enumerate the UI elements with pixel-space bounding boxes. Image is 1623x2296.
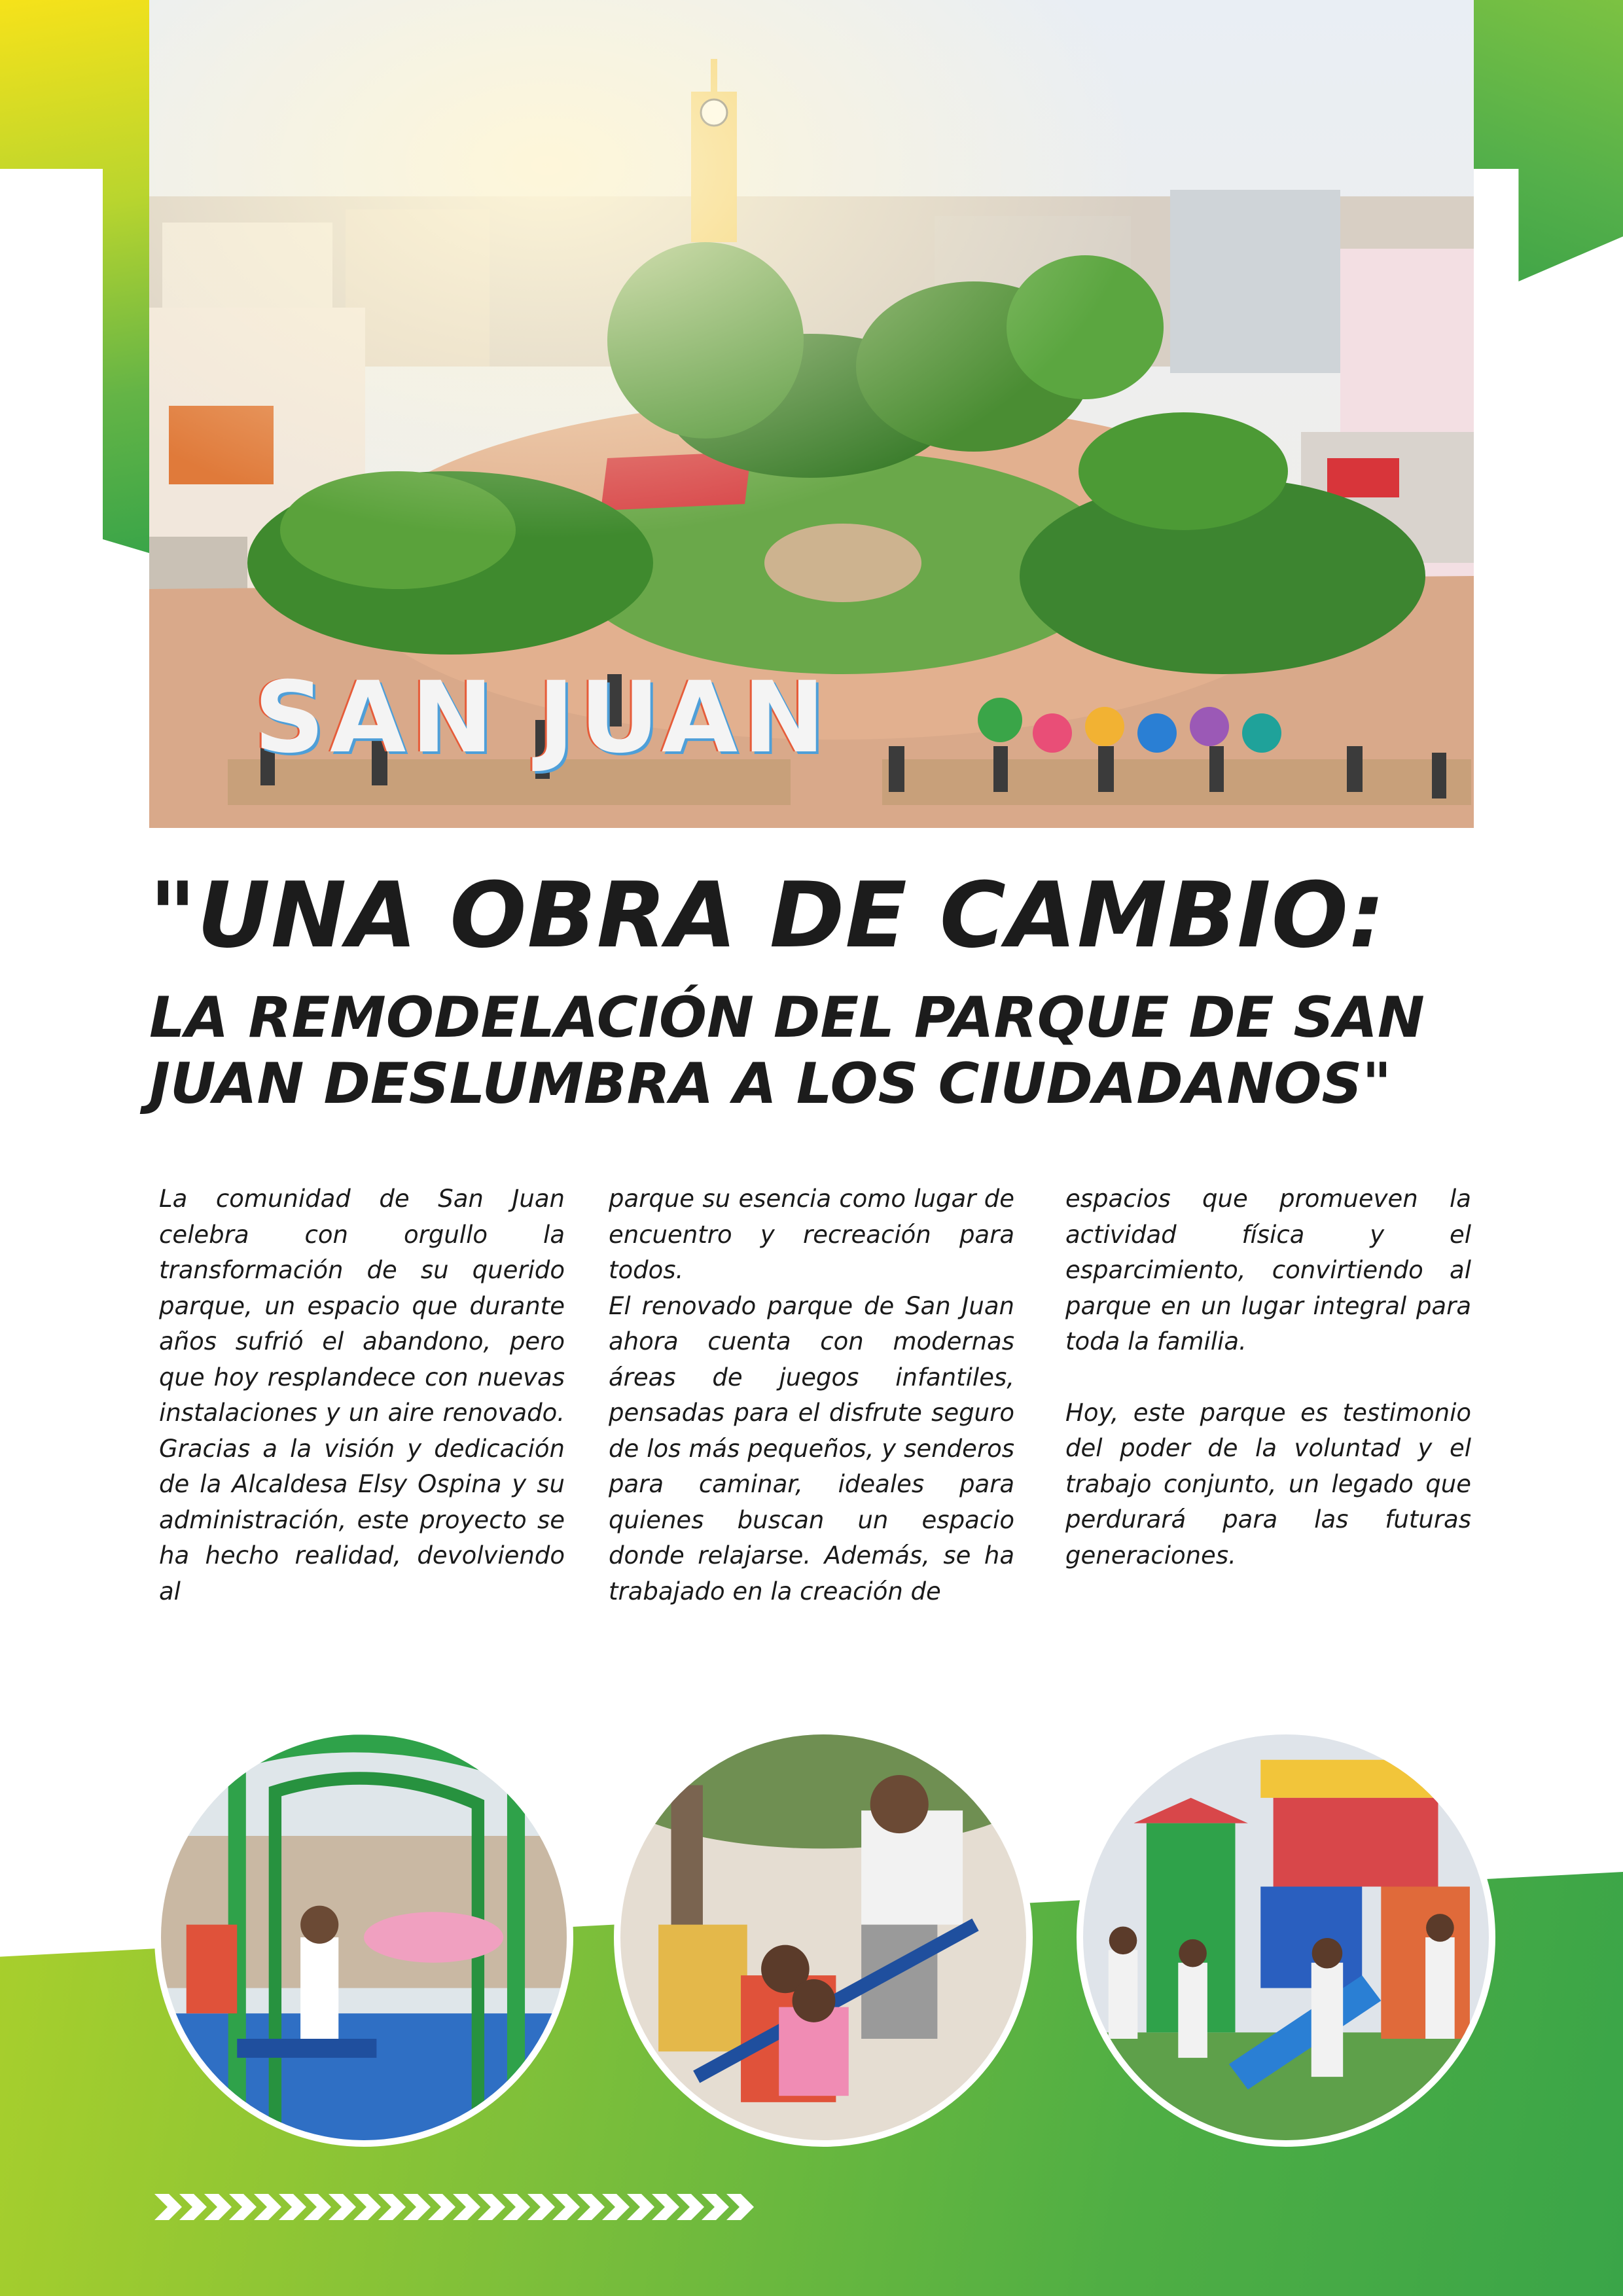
article-paragraph: espacios que promueven la actividad física y el esparcimiento, convirtiendo al parque en un lugar integral para toda la familia. bbox=[1065, 1185, 1471, 1355]
headline-title: "UNA OBRA DE CAMBIO: bbox=[149, 863, 1386, 968]
article-paragraph: El renovado parque de San Juan ahora cuenta con modernas áreas de juegos infantiles, pensadas para el disfrute seguro de los más pequeños, y senderos para caminar, ideales para quienes buscan un espacio donde relajarse. Además, se ha trabajado en la creación de bbox=[609, 1291, 1014, 1605]
decorative-corner-gradient-right bbox=[1474, 0, 1623, 281]
circle-photo-swings-illustration bbox=[161, 1734, 567, 2140]
circle-photo-playground bbox=[1077, 1728, 1495, 2147]
article-paragraph: Hoy, este parque es testimonio del poder de la voluntad y el trabajo conjunto, un legado que perdurará para las futuras generaciones. bbox=[1065, 1398, 1471, 1570]
article-column-2 bbox=[609, 1181, 1014, 1609]
article-column-1 bbox=[159, 1181, 565, 1609]
circle-photo-playground-illustration bbox=[1083, 1734, 1489, 2140]
article-column-3 bbox=[1065, 1181, 1471, 1573]
circle-photo-seesaw bbox=[614, 1728, 1033, 2147]
hero-sign-text: SAN JUAN bbox=[254, 661, 830, 775]
decorative-white-block-left bbox=[0, 169, 103, 791]
circle-photo-swings bbox=[154, 1728, 573, 2147]
article-paragraph: parque su esencia como lugar de encuentro y recreación para todos. bbox=[609, 1185, 1014, 1284]
hero-photo-san-juan-park bbox=[149, 0, 1474, 828]
article-paragraph: La comunidad de San Juan celebra con orgullo la transformación de su querido parque, un espacio que durante años sufrió el abandono, pero que hoy resplandece con nuevas instalaciones y un aire renovado. Gracias a la visión y dedicación de la Alcaldesa Elsy Ospina y su administración, este proyecto se ha hecho realidad, devolviendo al bbox=[159, 1185, 565, 1605]
paragraph-spacer bbox=[1065, 1360, 1471, 1395]
headline-subtitle: LA REMODELACIÓN DEL PARQUE DE SAN JUAN DESLUMBRA A LOS CIUDADANOS" bbox=[149, 985, 1425, 1117]
chevron-arrows-icon bbox=[154, 2193, 776, 2221]
decorative-chevron-row bbox=[154, 2193, 776, 2221]
circle-photo-seesaw-illustration bbox=[620, 1734, 1026, 2140]
